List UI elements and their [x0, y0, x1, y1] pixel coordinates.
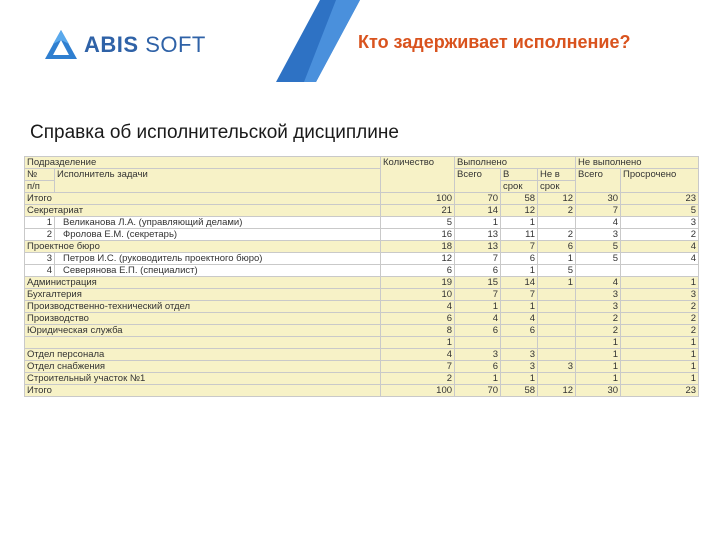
total-done: 70 — [455, 385, 501, 397]
cell-nd-total: 3 — [576, 289, 621, 301]
cell-done-total: 4 — [455, 313, 501, 325]
cell-on-time: 7 — [501, 289, 538, 301]
cell-nd-total: 3 — [576, 229, 621, 241]
col-on-time-sub-header: срок — [501, 181, 538, 193]
cell-count: 12 — [381, 253, 455, 265]
col-number-header: № — [25, 169, 55, 181]
cell-overdue: 1 — [621, 349, 699, 361]
total-done: 70 — [455, 193, 501, 205]
cell-done-total: 1 — [455, 217, 501, 229]
company-logo — [44, 22, 206, 68]
cell-count: 5 — [381, 217, 455, 229]
division-name: Юридическая служба — [25, 325, 381, 337]
division-row — [25, 361, 699, 373]
division-row — [25, 205, 699, 217]
cell-on-time: 11 — [501, 229, 538, 241]
cell-overdue — [621, 265, 699, 277]
cell-on-time: 4 — [501, 313, 538, 325]
header-decor-stripe — [276, 0, 366, 82]
cell-late: 3 — [538, 361, 576, 373]
cell-on-time: 14 — [501, 277, 538, 289]
cell-done-total — [455, 337, 501, 349]
executor-row — [25, 265, 699, 277]
cell-nd-total: 3 — [576, 301, 621, 313]
cell-count: 16 — [381, 229, 455, 241]
cell-late: 6 — [538, 241, 576, 253]
cell-nd-total: 5 — [576, 253, 621, 265]
cell-done-total: 7 — [455, 253, 501, 265]
division-row — [25, 313, 699, 325]
cell-overdue: 2 — [621, 313, 699, 325]
cell-done-total: 7 — [455, 289, 501, 301]
total-notdone: 30 — [576, 385, 621, 397]
cell-nd-total: 7 — [576, 205, 621, 217]
division-name: Администрация — [25, 277, 381, 289]
cell-overdue: 4 — [621, 253, 699, 265]
cell-done-total: 1 — [455, 373, 501, 385]
cell-count: 8 — [381, 325, 455, 337]
cell-overdue: 3 — [621, 289, 699, 301]
cell-nd-total — [576, 265, 621, 277]
cell-on-time: 1 — [501, 265, 538, 277]
cell-overdue: 5 — [621, 205, 699, 217]
division-name: Проектное бюро — [25, 241, 381, 253]
division-row — [25, 349, 699, 361]
division-row — [25, 325, 699, 337]
cell-late — [538, 289, 576, 301]
col-on-time-header: В — [501, 169, 538, 181]
cell-nd-total: 2 — [576, 325, 621, 337]
cell-done-total: 6 — [455, 361, 501, 373]
cell-late: 2 — [538, 229, 576, 241]
cell-late: 5 — [538, 265, 576, 277]
division-name: Производственно-технический отдел — [25, 301, 381, 313]
cell-overdue: 1 — [621, 337, 699, 349]
total-count: 100 — [381, 385, 455, 397]
cell-nd-total: 1 — [576, 337, 621, 349]
cell-nd-total: 1 — [576, 373, 621, 385]
total-label: Итого — [25, 385, 381, 397]
cell-count: 4 — [381, 301, 455, 313]
division-name: Секретариат — [25, 205, 381, 217]
top-total-row — [25, 193, 699, 205]
cell-on-time: 3 — [501, 361, 538, 373]
cell-on-time — [501, 337, 538, 349]
cell-done-total: 1 — [455, 301, 501, 313]
total-overdue: 23 — [621, 385, 699, 397]
cell-late — [538, 313, 576, 325]
report-title: Справка об исполнительской дисциплине — [30, 122, 399, 143]
cell-count: 1 — [381, 337, 455, 349]
total-on-time: 58 — [501, 193, 538, 205]
cell-count: 18 — [381, 241, 455, 253]
division-row — [25, 241, 699, 253]
cell-overdue: 3 — [621, 217, 699, 229]
col-division-header: Подразделение — [25, 157, 381, 169]
cell-count: 4 — [381, 349, 455, 361]
cell-done-total: 6 — [455, 325, 501, 337]
col-count-header: Количество — [381, 157, 455, 193]
col-late-sub-header: срок — [538, 181, 576, 193]
col-overdue-header: Просрочено — [621, 169, 699, 193]
cell-late — [538, 373, 576, 385]
cell-count: 7 — [381, 361, 455, 373]
division-row — [25, 277, 699, 289]
cell-on-time: 12 — [501, 205, 538, 217]
total-on-time: 58 — [501, 385, 538, 397]
executor-name: Великанова Л.А. (управляющий делами) — [55, 217, 381, 229]
row-number: 1 — [25, 217, 55, 229]
division-row — [25, 289, 699, 301]
cell-on-time: 6 — [501, 325, 538, 337]
bottom-total-row — [25, 385, 699, 397]
cell-on-time: 1 — [501, 373, 538, 385]
logo-text: ABIS SOFT — [84, 32, 206, 57]
cell-late — [538, 217, 576, 229]
cell-done-total: 6 — [455, 265, 501, 277]
division-name: Бухгалтерия — [25, 289, 381, 301]
cell-done-total: 14 — [455, 205, 501, 217]
cell-overdue: 4 — [621, 241, 699, 253]
row-number: 2 — [25, 229, 55, 241]
division-name: Строительный участок №1 — [25, 373, 381, 385]
cell-count: 6 — [381, 265, 455, 277]
col-notdone-header: Не выполнено — [576, 157, 699, 169]
cell-nd-total: 1 — [576, 349, 621, 361]
executor-name: Северянова Е.П. (специалист) — [55, 265, 381, 277]
slide-title: Кто задерживает исполнение? — [358, 32, 631, 52]
cell-late: 2 — [538, 205, 576, 217]
cell-late: 1 — [538, 277, 576, 289]
total-count: 100 — [381, 193, 455, 205]
cell-late — [538, 349, 576, 361]
col-executor-header: Исполнитель задачи — [55, 169, 381, 193]
header-row-2 — [25, 169, 699, 181]
cell-nd-total: 4 — [576, 217, 621, 229]
cell-overdue: 1 — [621, 361, 699, 373]
cell-on-time: 1 — [501, 301, 538, 313]
division-name: Отдел персонала — [25, 349, 381, 361]
cell-done-total: 3 — [455, 349, 501, 361]
total-label: Итого — [25, 193, 381, 205]
cell-count: 6 — [381, 313, 455, 325]
cell-done-total: 15 — [455, 277, 501, 289]
cell-done-total: 13 — [455, 229, 501, 241]
cell-late: 1 — [538, 253, 576, 265]
total-notdone: 30 — [576, 193, 621, 205]
report-table — [24, 156, 699, 397]
col-done-total-header: Всего — [455, 169, 501, 193]
row-number: 3 — [25, 253, 55, 265]
cell-on-time: 1 — [501, 217, 538, 229]
discipline-report-table — [24, 156, 698, 397]
cell-nd-total: 2 — [576, 313, 621, 325]
cell-overdue: 2 — [621, 301, 699, 313]
division-name: Отдел снабжения — [25, 361, 381, 373]
division-name — [25, 337, 381, 349]
cell-late — [538, 301, 576, 313]
division-row — [25, 373, 699, 385]
cell-late — [538, 337, 576, 349]
executor-row — [25, 217, 699, 229]
division-row — [25, 301, 699, 313]
abis-triangle-logo-icon — [44, 28, 78, 62]
cell-on-time: 3 — [501, 349, 538, 361]
cell-overdue: 1 — [621, 277, 699, 289]
cell-on-time: 6 — [501, 253, 538, 265]
cell-count: 21 — [381, 205, 455, 217]
col-done-header: Выполнено — [455, 157, 576, 169]
executor-name: Петров И.С. (руководитель проектного бюро) — [55, 253, 381, 265]
executor-row — [25, 229, 699, 241]
cell-on-time: 7 — [501, 241, 538, 253]
cell-overdue: 1 — [621, 373, 699, 385]
division-name: Производство — [25, 313, 381, 325]
cell-nd-total: 4 — [576, 277, 621, 289]
cell-count: 2 — [381, 373, 455, 385]
division-row — [25, 337, 699, 349]
total-late: 12 — [538, 385, 576, 397]
cell-overdue: 2 — [621, 325, 699, 337]
executor-name: Фролова Е.М. (секретарь) — [55, 229, 381, 241]
total-late: 12 — [538, 193, 576, 205]
executor-row — [25, 253, 699, 265]
col-number-sub-header: п/п — [25, 181, 55, 193]
cell-nd-total: 5 — [576, 241, 621, 253]
cell-late — [538, 325, 576, 337]
cell-overdue: 2 — [621, 229, 699, 241]
cell-count: 19 — [381, 277, 455, 289]
slide-header — [0, 0, 720, 82]
col-late-header: Не в — [538, 169, 576, 181]
header-row-1 — [25, 157, 699, 169]
cell-done-total: 13 — [455, 241, 501, 253]
cell-count: 10 — [381, 289, 455, 301]
row-number: 4 — [25, 265, 55, 277]
cell-nd-total: 1 — [576, 361, 621, 373]
col-notdone-total-header: Всего — [576, 169, 621, 193]
total-overdue: 23 — [621, 193, 699, 205]
